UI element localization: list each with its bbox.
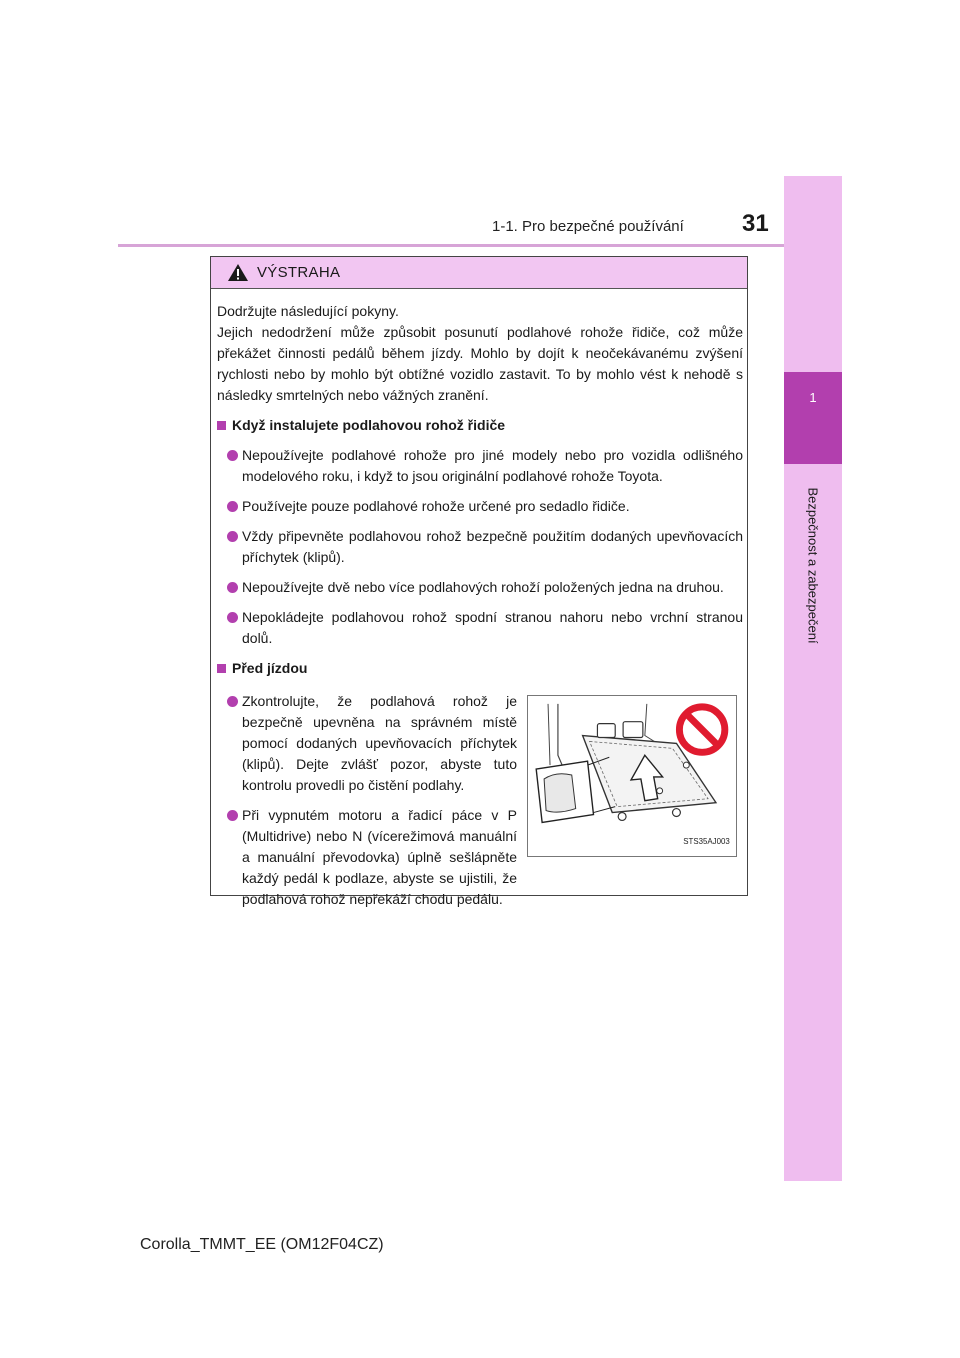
floor-mat-drawing [528, 696, 736, 856]
bullet-dot-icon [227, 531, 238, 542]
before-driving-list [217, 691, 517, 910]
list-item-text: Nepoužívejte podlahové rohože pro jiné modely nebo pro vozidla odlišného modelového roku, i když to jsou originální podlahové rohože Toyota. [242, 447, 743, 484]
bullet-dot-icon [227, 696, 238, 707]
chapter-tab-active[interactable] [784, 372, 842, 464]
bullet-dot-icon [227, 810, 238, 821]
header-rule [118, 244, 784, 247]
warning-body [217, 301, 743, 910]
side-tab-strip [784, 176, 842, 1181]
section-heading-text: Před jízdou [232, 660, 308, 676]
section-title: 1-1. Pro bezpečné používání [492, 218, 684, 235]
list-item [217, 607, 743, 649]
list-item [217, 496, 743, 517]
illustration-code: STS35AJ003 [683, 837, 730, 847]
intro-line-1: Dodržujte následující pokyny. [217, 303, 399, 319]
chapter-label: Bezpečnost a zabezpečení [805, 486, 821, 644]
list-item [217, 445, 743, 487]
list-item-text: Nepoužívejte dvě nebo více podlahových rohoží položených jedna na druhou. [242, 579, 724, 595]
intro-line-2: Jejich nedodržení může způsobit posunutí podlahové rohože řidiče, což může překážet činnosti pedálů během jízdy. Mohlo by dojít k neočekávanému zvýšení rychlosti nebo by mohlo být obtížné vozidlo zastavit. To by mohlo vést k nehodě s následky smrtelných nebo vážných zranění. [217, 324, 743, 403]
document-id: Corolla_TMMT_EE (OM12F04CZ) [140, 1236, 384, 1253]
section-heading-text: Když instalujete podlahovou rohož řidiče [232, 417, 506, 433]
list-item [217, 577, 743, 598]
page-number: 31 [742, 210, 769, 237]
section-heading-before-driving [217, 658, 743, 679]
floor-mat-illustration [527, 695, 737, 857]
list-item-text: Vždy připevněte podlahovou rohož bezpečně použitím dodaných upevňovacích příchytek (klipů). [242, 528, 743, 565]
list-item [217, 691, 517, 796]
before-driving-block [217, 691, 743, 910]
warning-title: VÝSTRAHA [257, 264, 341, 281]
list-item-text: Při vypnutém motoru a řadicí páce v P (Multidrive) nebo N (vícerežimová manuální a manuální převodovka) úplně sešlápněte každý pedál k podlaze, abyste se ujistili, že podlahová rohož nepřekáží chodu pedálu. [242, 807, 517, 907]
list-item-text: Nepokládejte podlahovou rohož spodní stranou nahoru nebo vrchní stranou dolů. [242, 609, 743, 646]
square-bullet-icon [217, 421, 226, 430]
warning-header [211, 257, 747, 289]
square-bullet-icon [217, 664, 226, 673]
list-item [217, 526, 743, 568]
list-item-text: Používejte pouze podlahové rohože určené pro sedadlo řidiče. [242, 498, 630, 514]
warning-intro [217, 301, 743, 406]
section-heading-installing [217, 415, 743, 436]
list-item [217, 805, 517, 910]
bullet-dot-icon [227, 582, 238, 593]
bullet-dot-icon [227, 501, 238, 512]
warning-triangle-icon [227, 263, 249, 282]
bullet-dot-icon [227, 612, 238, 623]
bullet-dot-icon [227, 450, 238, 461]
chapter-number: 1 [809, 390, 817, 405]
list-item-text: Zkontrolujte, že podlahová rohož je bezpečně upevněna na správném místě pomocí dodaných upevňovacích příchytek (klipů). Dejte zvlášť pozor, abyste tuto kontrolu provedli po čistění podlahy. [242, 693, 517, 793]
warning-box [210, 256, 748, 907]
chapter-label-container [784, 470, 842, 660]
prohibition-icon [679, 707, 724, 752]
